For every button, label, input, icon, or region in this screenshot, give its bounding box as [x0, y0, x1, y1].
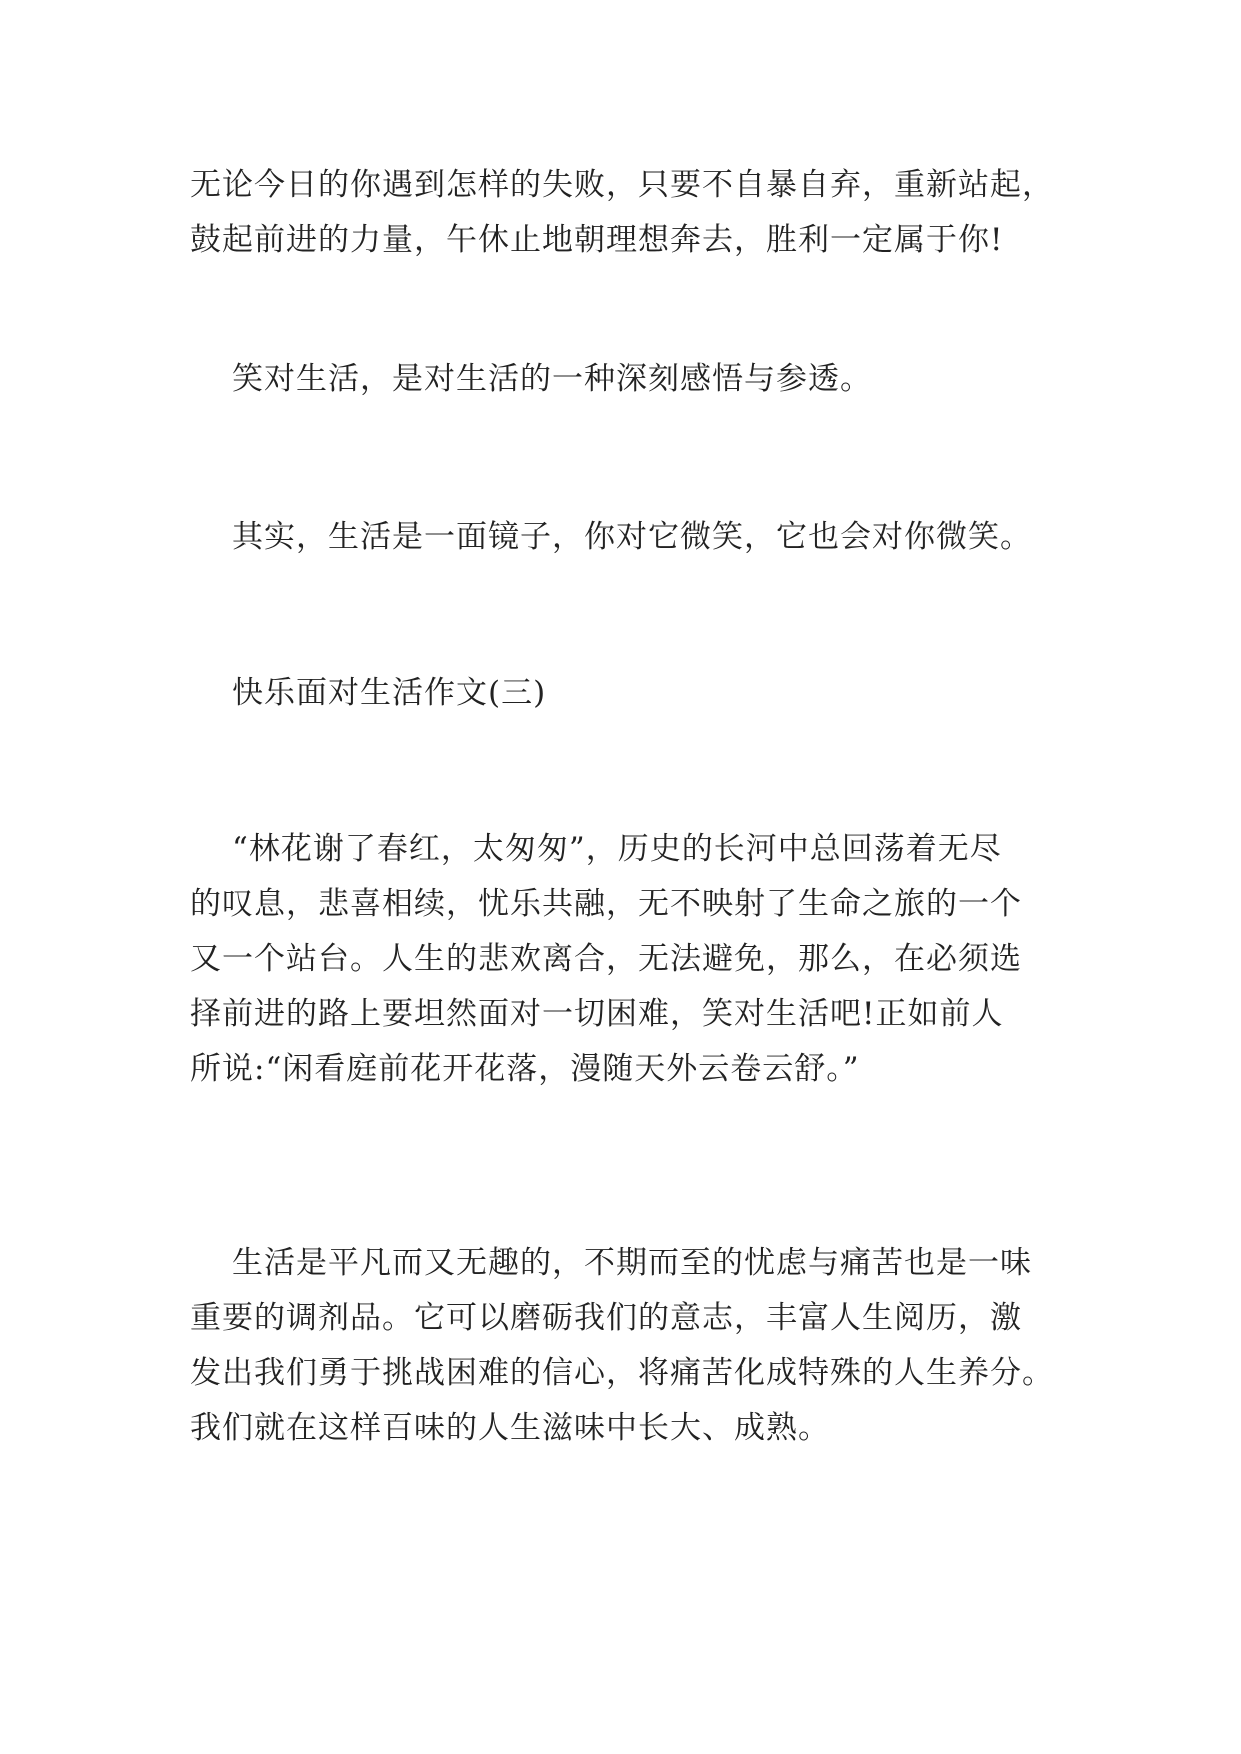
text-line: 无论今日的你遇到怎样的失败，只要不自暴自弃，重新站起，	[190, 167, 1054, 203]
paragraph-life-mirror	[190, 510, 1060, 565]
text-line: 重要的调剂品。它可以磨砺我们的意志，丰富人生阅历，激	[190, 1300, 1022, 1336]
text-line: 的叹息，悲喜相续，忧乐共融，无不映射了生命之旅的一个	[190, 886, 1022, 922]
text-line: 鼓起前进的力量，午休止地朝理想奔去，胜利一定属于你!	[190, 222, 1004, 258]
paragraph-forest-flowers	[190, 822, 1060, 1097]
text-line: “林花谢了春红，太匆匆”，历史的长河中总回荡着无尽	[232, 831, 1002, 867]
section-heading	[190, 666, 1060, 721]
text-line: 发出我们勇于挑战困难的信心，将痛苦化成特殊的人生养分。	[190, 1355, 1054, 1391]
paragraph-perseverance	[190, 158, 1060, 268]
paragraph-ordinary-life	[190, 1236, 1060, 1456]
text-line: 所说:“闲看庭前花开花落，漫随天外云卷云舒。”	[190, 1051, 860, 1087]
paragraph-smile-at-life	[190, 352, 1060, 407]
text-line: 笑对生活，是对生活的一种深刻感悟与参透。	[232, 361, 872, 397]
text-line: 其实，生活是一面镜子，你对它微笑，它也会对你微笑。	[232, 519, 1032, 555]
section-heading-text: 快乐面对生活作文(三)	[232, 675, 547, 711]
text-line: 又一个站台。人生的悲欢离合，无法避免，那么，在必须选	[190, 941, 1022, 977]
text-line: 择前进的路上要坦然面对一切困难，笑对生活吧!正如前人	[190, 996, 1004, 1032]
text-line: 我们就在这样百味的人生滋味中长大、成熟。	[190, 1410, 830, 1446]
text-line: 生活是平凡而又无趣的，不期而至的忧虑与痛苦也是一味	[232, 1245, 1032, 1281]
